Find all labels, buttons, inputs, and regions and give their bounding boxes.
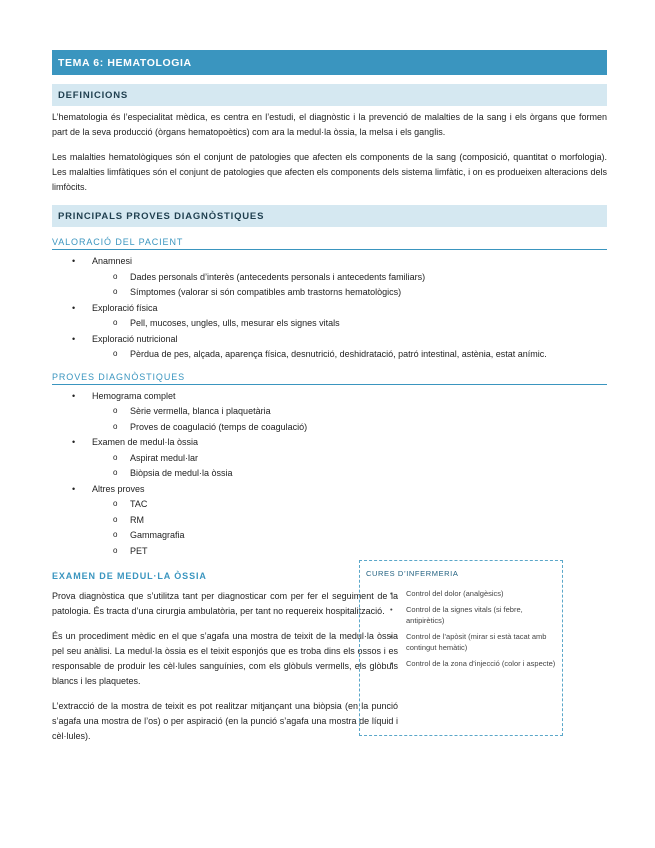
list-item: o RM xyxy=(92,513,607,529)
paragraph-definicions-1: L’hematologia és l’especialitat mèdica, es centra en l’estudi, el diagnòstic i la prevenció de malalties de la sang i els òrgans que formen part de la seva producció (òrgans hematopoètics) com ara la medul·la òssia, la melsa i els ganglis. xyxy=(52,112,607,137)
page-title: TEMA 6: HEMATOLOGIA xyxy=(52,50,607,75)
list-item: • Control del dolor (analgèsics) xyxy=(366,588,556,600)
section-heading-definicions: DEFINICIONS xyxy=(52,84,607,106)
examen-text-column xyxy=(52,589,398,744)
list-item: • Examen de medul·la òssia o Aspirat medul·lar o Biòpsia de medul·la òssia xyxy=(52,435,607,482)
list-item: o Sèrie vermella, blanca i plaquetària xyxy=(92,404,607,420)
list-item: • Exploració nutricional o Pèrdua de pes, alçada, aparença física, desnutrició, deshidratació, patró intestinal, astènia, estat anímic. xyxy=(52,332,607,363)
cures-infermeria-box xyxy=(359,560,563,736)
list-item: o Biòpsia de medul·la òssia xyxy=(92,466,607,482)
list-item: o Aspirat medul·lar xyxy=(92,451,607,467)
subheading-valoracio: VALORACIÓ DEL PACIENT xyxy=(52,237,607,250)
paragraph-examen-1: Prova diagnòstica que s’utilitza tant per diagnosticar com per fer el seguiment de la patologia. És tracta d’una cirurgia ambulatòria, per tant no requereix hospitalització. xyxy=(52,591,398,616)
list-item: • Control de la signes vitals (si febre, antipirètics) xyxy=(366,604,556,627)
paragraph-examen-3: L’extracció de la mostra de teixit es pot realitzar mitjançant una biòpsia (en la punció s’agafa una mostra de l’os) o per aspiració (en la punció s’agafa una mostra de líquid i cèl·lules). xyxy=(52,701,398,741)
list-item: • Exploració física o Pell, mucoses, ungles, ulls, mesurar els signes vitals xyxy=(52,301,607,332)
list-item: o Pell, mucoses, ungles, ulls, mesurar els signes vitals xyxy=(92,316,607,332)
cures-heading: CURES D’INFERMERIA xyxy=(366,569,459,578)
list-item: • Hemograma complet o Sèrie vermella, blanca i plaquetària o Proves de coagulació (temps de coagulació) xyxy=(52,389,607,436)
list-item: o Proves de coagulació (temps de coagulació) xyxy=(92,420,607,436)
list-item: • Altres proves o TAC o RM o Gammagrafia o PET xyxy=(52,482,607,560)
list-item: o TAC xyxy=(92,497,607,513)
cures-list xyxy=(366,588,556,669)
list-item: • Control de la zona d’injecció (color i aspecte) xyxy=(366,658,556,670)
list-item: o PET xyxy=(92,544,607,560)
list-item: • Control de l’apòsit (mirar si està tacat amb contingut hemàtic) xyxy=(366,631,556,654)
list-item: o Gammagrafia xyxy=(92,528,607,544)
list-item: o Dades personals d’interès (antecedents personals i antecedents familiars) xyxy=(92,270,607,286)
list-item: • Anamnesi o Dades personals d’interès (antecedents personals i antecedents familiars) o Símptomes (valorar si són compatibles amb trastorns hematològics) xyxy=(52,254,607,301)
paragraph-examen-2: És un procediment mèdic en el que s’agafa una mostra de teixit de la medul·la òssia pel seu anàlisi. La medul·la òssia es el teixit esponjós que es troba dins els ossos i es responsable de produir les cèl·lules sanguínies, com els glòbuls vermells, els glòbuls blancs i les plaquetes. xyxy=(52,631,398,686)
list-item: o Pèrdua de pes, alçada, aparença física, desnutrició, deshidratació, patró intestinal, astènia, estat anímic. xyxy=(92,347,607,363)
subheading-proves-diagnostiques: PROVES DIAGNÒSTIQUES xyxy=(52,372,607,385)
list-item: o Símptomes (valorar si són compatibles amb trastorns hematològics) xyxy=(92,285,607,301)
paragraph-definicions-2: Les malalties hematològiques són el conjunt de patologies que afecten els components de la sang (composició, quantitat o morfologia). Les malalties limfàtiques són el conjunt de patologies que afecten els components dels sistema limfàtic, i on es produeixen alteracions dels limfòcits. xyxy=(52,152,607,192)
list-valoracio xyxy=(52,254,607,363)
list-proves-diagnostiques xyxy=(52,389,607,560)
subheading-examen: EXAMEN DE MEDUL·LA ÒSSIA xyxy=(52,571,207,581)
section-heading-proves: PRINCIPALS PROVES DIAGNÒSTIQUES xyxy=(52,205,607,227)
